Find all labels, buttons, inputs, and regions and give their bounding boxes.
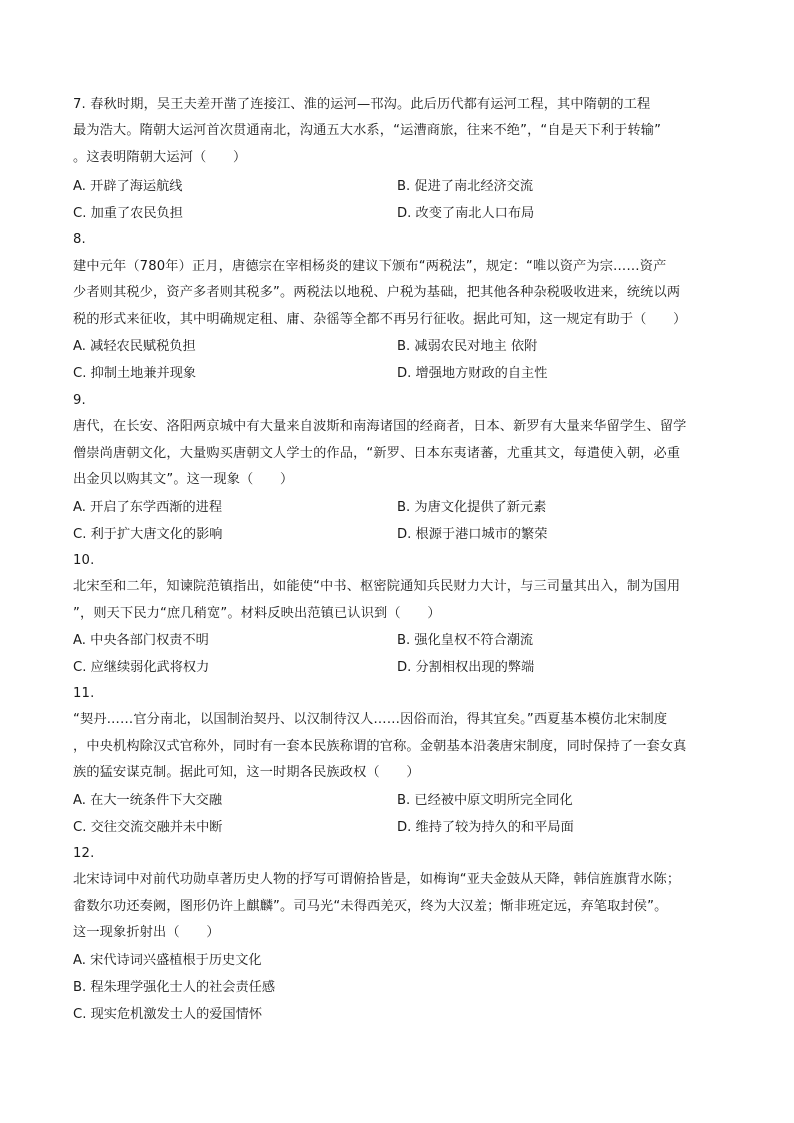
question-9-number: 9. (73, 393, 86, 408)
question-10-option-a: A. 中央各部门权责不明 (73, 633, 209, 648)
question-11-option-d: D. 维持了较为持久的和平局面 (397, 820, 574, 835)
question-10-option-b: B. 强化皇权不符合潮流 (397, 633, 534, 648)
question-11-line-2: ，中央机构除汉式官称外，同时有一套本民族称谓的官称。金朝基本沿袭唐宋制度，同时保持了一套女真 (73, 739, 687, 754)
question-12-line-1: 北宋诗词中对前代功勋卓著历史人物的抒写可谓俯拾皆是，如梅询“亚夫金鼓从天降，韩信旌旗背水陈； (73, 872, 681, 887)
question-7-line-1: 7. 春秋时期，吴王夫差开凿了连接江、淮的运河—邗沟。此后历代都有运河工程，其中隋朝的工程 (73, 97, 651, 112)
question-12-option-c: C. 现实危机激发士人的爱国情怀 (73, 1007, 263, 1022)
question-9-option-d: D. 根源于港口城市的繁荣 (397, 527, 548, 542)
question-10-number: 10. (73, 553, 95, 568)
question-9-option-a: A. 开启了东学西渐的进程 (73, 500, 223, 515)
question-8-line-1: 建中元年（780年）正月，唐德宗在宰相杨炎的建议下颁布“两税法”，规定：“唯以资产为宗……资产 (73, 259, 667, 274)
question-8-option-c: C. 抑制土地兼并现象 (73, 366, 197, 381)
question-11-line-1: “契丹……官分南北，以国制治契丹、以汉制待汉人……因俗而治，得其宜矣。”西夏基本模仿北宋制度 (73, 712, 668, 727)
question-7-option-a: A. 开辟了海运航线 (73, 179, 183, 194)
question-7-line-2: 最为浩大。隋朝大运河首次贯通南北，沟通五大水系，“运漕商旅，往来不绝”，“自是天下利于转输” (73, 123, 662, 138)
question-8-option-d: D. 增强地方财政的自主性 (397, 366, 548, 381)
question-12-option-a: A. 宋代诗词兴盛植根于历史文化 (73, 953, 262, 968)
question-10-option-c: C. 应继续弱化武将权力 (73, 660, 210, 675)
question-11-option-c: C. 交往交流交融并未中断 (73, 820, 223, 835)
question-12-line-3: 这一现象折射出（ ） (73, 925, 220, 940)
question-9-option-c: C. 利于扩大唐文化的影响 (73, 527, 223, 542)
question-11-option-a: A. 在大一统条件下大交融 (73, 793, 223, 808)
question-7-option-d: D. 改变了南北人口布局 (397, 206, 535, 221)
question-12-option-b: B. 程朱理学强化士人的社会责任感 (73, 980, 276, 995)
question-10-line-1: 北宋至和二年，知谏院范镇指出，如能使“中书、枢密院通知兵民财力大计，与三司量其出入，制为国用 (73, 579, 681, 594)
question-12-number: 12. (73, 846, 95, 861)
question-8-option-b: B. 减弱农民对地主 依附 (397, 339, 538, 354)
question-9-option-b: B. 为唐文化提供了新元素 (397, 500, 547, 515)
question-7-line-3: 。这表明隋朝大运河（ ） (73, 150, 247, 165)
question-8-line-3: 税的形式来征收，其中明确规定租、庸、杂徭等全都不再另行征收。据此可知，这一规定有助于（ ） (73, 312, 687, 327)
question-9-line-3: 出金贝以购其文”。这一现象（ ） (73, 472, 294, 487)
question-12-line-2: 畲数尔功还奏阙，图形仍许上麒麟”。司马光“未得西羌灭，终为大汉羞；惭非班定远，弃笔取封侯”。 (73, 899, 668, 914)
question-11-option-b: B. 已经被中原文明所完全同化 (397, 793, 573, 808)
question-10-line-2: ”，则天下民力“庶几稍宽”。材料反映出范镇已认识到（ ） (73, 606, 441, 621)
question-8-line-2: 少者则其税少，资产多者则其税多”。两税法以地税、户税为基础，把其他各种杂税吸收进来，统统以两 (73, 285, 681, 300)
question-7-option-c: C. 加重了农民负担 (73, 206, 183, 221)
question-10-option-d: D. 分割相权出现的弊端 (397, 660, 535, 675)
question-9-line-2: 僧崇尚唐朝文化，大量购买唐朝文人学士的作品，“新罗、日本东夷诸蕃，尤重其文，每遣使入朝，必重 (73, 446, 681, 461)
question-11-line-3: 族的猛安谋克制。据此可知，这一时期各民族政权（ ） (73, 765, 420, 780)
question-9-line-1: 唐代，在长安、洛阳两京城中有大量来自波斯和南海诸国的经商者，日本、新罗有大量来华留学生、留学 (73, 419, 687, 434)
question-8-number: 8. (73, 232, 86, 247)
question-8-option-a: A. 减轻农民赋税负担 (73, 339, 196, 354)
question-7-option-b: B. 促进了南北经济交流 (397, 179, 534, 194)
question-11-number: 11. (73, 686, 95, 701)
